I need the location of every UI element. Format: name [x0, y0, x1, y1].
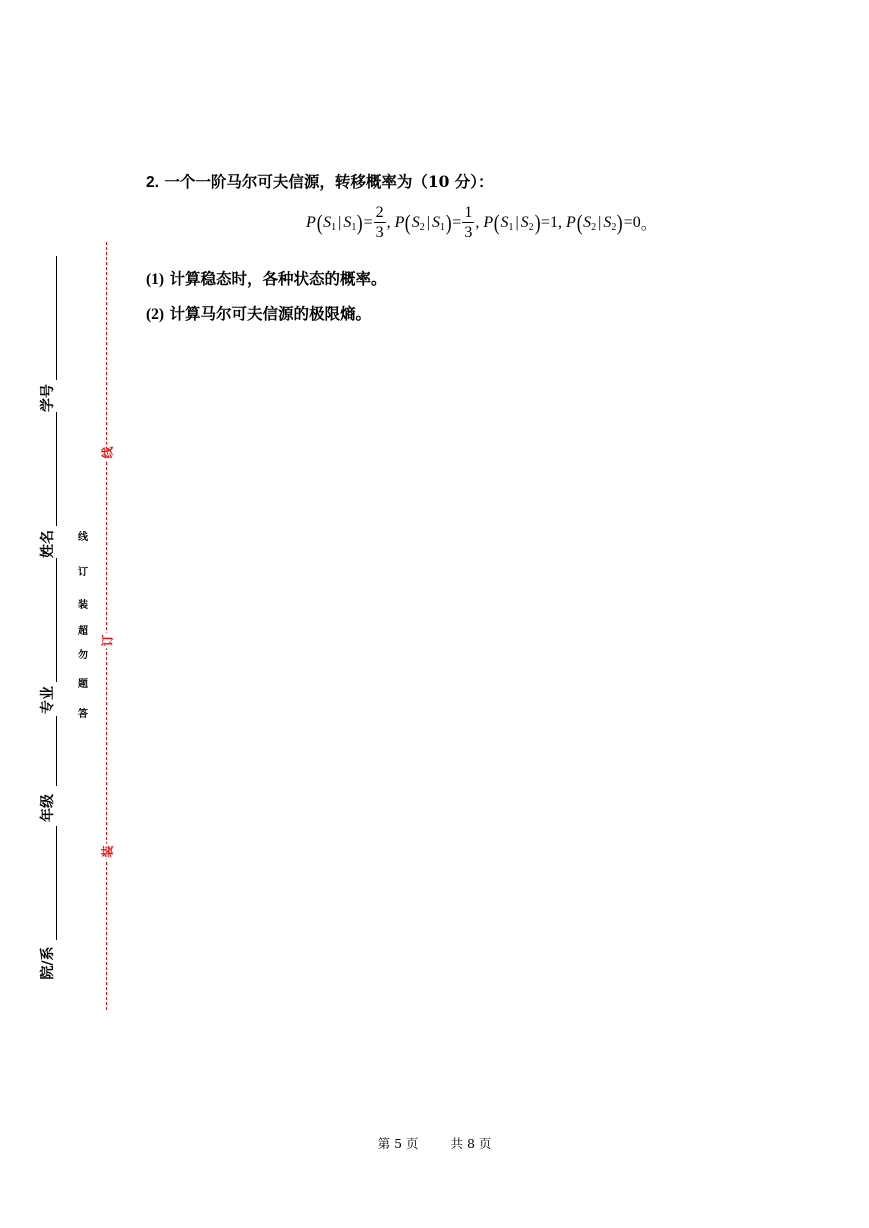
question-number: 2. — [146, 174, 159, 191]
fraction: $\frac{1}{3}$ — [464, 204, 473, 241]
formula-sub: 2 — [419, 222, 425, 234]
warning-char: 题 — [78, 679, 88, 690]
question-title — [146, 170, 494, 192]
sub-question-number: (2) — [146, 306, 165, 323]
formula-var: S — [343, 213, 352, 231]
page-number: 第 5 页 — [377, 1136, 419, 1151]
binding-mark-line: 线 — [100, 446, 115, 459]
field-line-major — [56, 558, 57, 682]
field-line-student-id — [56, 256, 57, 380]
formula-var: S — [583, 213, 592, 231]
warning-char: 装 — [78, 600, 88, 611]
formula-sub: 2 — [591, 222, 597, 234]
formula-end: 。 — [640, 216, 657, 233]
formula-sub: 1 — [508, 222, 514, 234]
formula-var: S — [520, 213, 529, 231]
field-line-name — [56, 412, 57, 526]
sub-question-2 — [146, 302, 371, 324]
formula-var: S — [323, 213, 332, 231]
sub-question-text: 计算马尔可夫信源的极限熵。 — [169, 304, 371, 323]
binding-cut-line — [106, 242, 107, 1010]
warning-char: 答 — [78, 709, 88, 720]
sub-question-text: 计算稳态时，各种状态的概率。 — [169, 269, 387, 288]
transition-formula: P(S1 | S1)= $\frac{2}{3}$ , P(S2 | S1)= $\frac{1}{3}$ , P(S1 | S2)=1, P(S2 | S2)=0。 — [306, 204, 657, 241]
warning-char: 线 — [78, 532, 88, 543]
label-grade: 年级 — [40, 794, 56, 822]
formula-sub: 2 — [611, 222, 617, 234]
formula-var: S — [411, 213, 420, 231]
sub-question-number: (1) — [146, 271, 165, 288]
field-line-grade — [56, 716, 57, 786]
formula-var: S — [431, 213, 440, 231]
formula-symbol: P — [306, 213, 316, 231]
formula-var: S — [500, 213, 509, 231]
field-line-department — [56, 826, 57, 940]
formula-value: 0 — [632, 213, 641, 231]
formula-symbol: P — [394, 213, 405, 231]
fraction: $\frac{2}{3}$ — [375, 204, 384, 241]
formula-sub: 1 — [351, 222, 357, 234]
formula-symbol: P — [483, 213, 494, 231]
question-text: 一个一阶马尔可夫信源，转移概率为（10 分）： — [164, 172, 494, 191]
page-total: 共 8 页 — [450, 1136, 492, 1151]
label-student-id: 学号 — [40, 384, 56, 412]
formula-sub: 1 — [331, 222, 337, 234]
page-footer — [0, 1134, 869, 1152]
binding-mark-pack: 装 — [100, 845, 115, 858]
label-name: 姓名 — [40, 530, 56, 558]
formula-var: S — [603, 213, 612, 231]
formula-value: 1 — [550, 213, 559, 231]
formula-symbol: P — [566, 213, 576, 231]
warning-char: 勿 — [78, 650, 88, 661]
formula-sub: 1 — [439, 222, 445, 234]
warning-char: 订 — [78, 567, 88, 578]
label-department: 院/系 — [40, 946, 56, 980]
formula-sub: 2 — [528, 222, 534, 234]
warning-char: 超 — [78, 626, 88, 637]
sub-question-1 — [146, 267, 387, 289]
binding-mark-bind: 订 — [100, 634, 115, 647]
label-major: 专业 — [40, 686, 56, 714]
